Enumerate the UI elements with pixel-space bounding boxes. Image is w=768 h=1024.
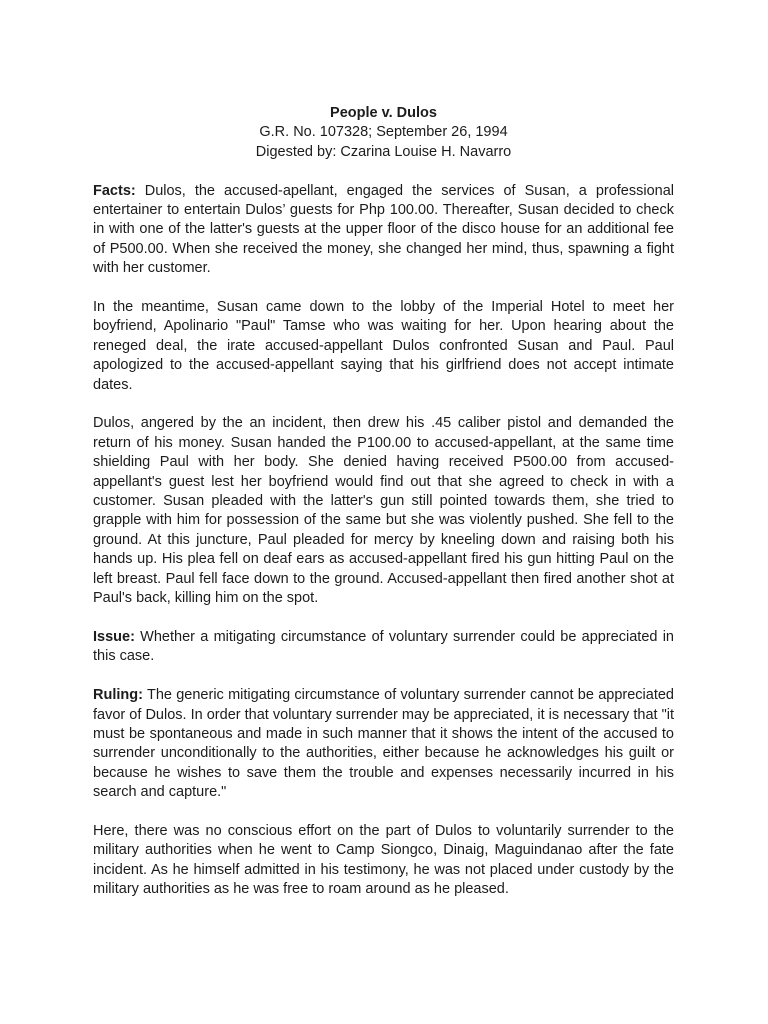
closing-paragraph: Here, there was no conscious effort on the part of Dulos to voluntarily surrender to the military authorities when he went to Camp Siongco, Dinaig, Maguindanao after the fate incident. As he himself admitted in his testimony, he was not placed under custody by the military authorities as he was free to roam around as he pleased. bbox=[93, 822, 674, 898]
digest-author: Digested by: Czarina Louise H. Navarro bbox=[255, 143, 512, 160]
ruling-paragraph bbox=[93, 686, 674, 802]
case-citation: G.R. No. 107328; September 26, 1994 bbox=[259, 124, 508, 141]
issue-text: Whether a mitigating circumstance of voluntary surrender could be appreciated in this case. bbox=[93, 628, 674, 665]
document-title: People v. Dulos bbox=[330, 105, 437, 121]
document-header bbox=[93, 104, 674, 162]
issue-label: Issue: bbox=[93, 628, 135, 645]
ruling-label: Ruling: bbox=[93, 687, 143, 704]
shooting-paragraph: Dulos, angered by the an incident, then drew his .45 caliber pistol and demanded the return of his money. Susan handed the P100.00 to accused-appellant, at the same time shielding Paul with her body. She denied having received P500.00 from accused-appellant's guest lest her boyfriend would find out that she agreed to check in with a customer. Susan pleaded with the latter's gun still pointed towards them, she tried to grapple with him for possession of the same but she was violently pushed. She fell to the ground. At this juncture, Paul pleaded for mercy by kneeling down and raising both his hands up. His plea fell on deaf ears as accused-appellant fired his gun hitting Paul on the left breast. Paul fell face down to the ground. Accused-appellant then fired another shot at Paul's back, killing him on the spot. bbox=[93, 415, 674, 607]
facts-text: Dulos, the accused-apellant, engaged the services of Susan, a professional entertainer to entertain Dulos’ guests for Php 100.00. Thereafter, Susan decided to check in with one of the latter's guests at the upper floor of the disco house for an additional fee of P500.00. When she received the money, she changed her mind, thus, spawning a fight with her customer. bbox=[93, 182, 674, 277]
issue-paragraph bbox=[93, 628, 674, 667]
document-page bbox=[93, 104, 674, 919]
facts-label: Facts: bbox=[93, 182, 136, 199]
lobby-paragraph: In the meantime, Susan came down to the lobby of the Imperial Hotel to meet her boyfriend, Apolinario "Paul" Tamse who was waiting for her. Upon hearing about the reneged deal, the irate accused-appellant Dulos confronted Susan and Paul. Paul apologized to the accused-appellant saying that his girlfriend does not accept intimate dates. bbox=[93, 299, 674, 393]
ruling-text: The generic mitigating circumstance of voluntary surrender cannot be appreciated favor of Dulos. In order that voluntary surrender may be appreciated, it is necessary that "it must be spontaneous and made in such manner that it shows the intent of the accused to surrender unconditionally to the authorities, either because he acknowledges his guilt or because he wishes to save them the trouble and expenses necessarily incurred in his search and capture." bbox=[93, 687, 674, 801]
facts-paragraph bbox=[93, 182, 674, 279]
